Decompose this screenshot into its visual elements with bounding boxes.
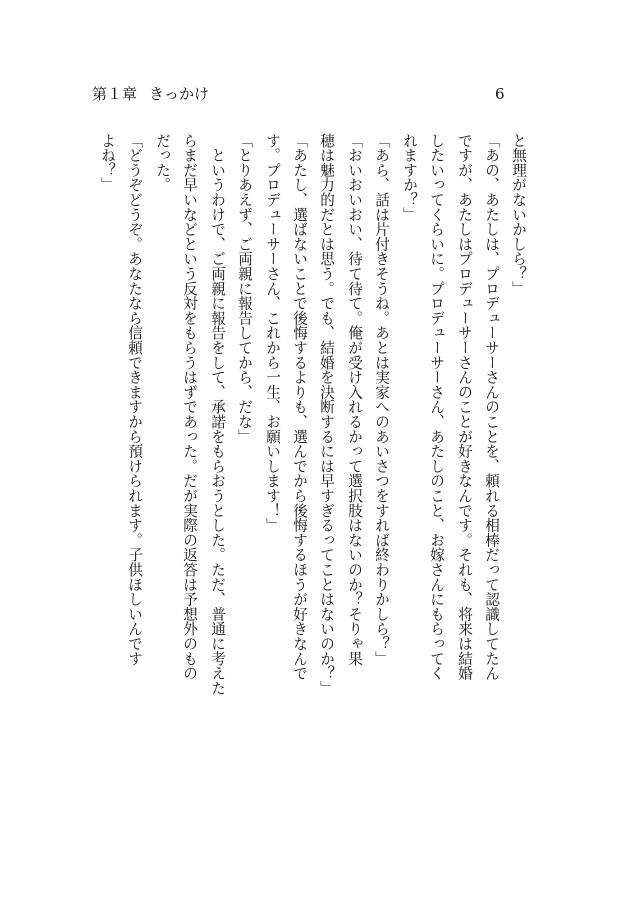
text-line: 「おいおいおい、待て待て。俺が受け入れるかって選択肢はないのか？そりゃ果 <box>346 133 363 666</box>
text-line: というわけで、ご両親に報告をして、承諾をもらおうとした。ただ、普通に考えた <box>209 133 226 696</box>
page-number: 6 <box>495 85 505 103</box>
vertical-body-text <box>93 133 532 813</box>
text-line: す。プロデューサーさん、これから一生、お願いします！」 <box>264 133 281 533</box>
chapter-title: きっかけ <box>149 85 210 103</box>
text-line: 「どうぞどうぞ。あなたなら信頼できますから預けられます。子供ほしいんです <box>126 133 143 666</box>
text-line: 穂は魅力的だとは思う。でも、結婚を決断するには早すぎるってことはないのか？」 <box>318 133 335 696</box>
text-line: れますか？」 <box>401 133 418 222</box>
text-line: したいってくらいに。プロデューサーさん、あたしのこと、お嫁さんにもらってく <box>428 133 445 681</box>
text-line: だった。 <box>154 133 171 193</box>
text-line: らまだ早いなどという反対をもらうはずであった。だが実際の返答は予想外のもの <box>181 133 198 681</box>
text-line: ですが、あたしはプロデューサーさんのことが好きなんです。それも、将来は結婚 <box>456 133 473 681</box>
running-header <box>92 84 209 104</box>
text-line: と無理がないかしら？」 <box>510 133 527 296</box>
text-line: 「あの、あたしは、プロデューサーさんのことを、頼れる相棒だって認識してたん <box>483 133 500 681</box>
text-line: 「あたし、選ばないことで後悔するよりも、選んでから後悔するほうが好きなんで <box>291 133 308 681</box>
text-line: 「とりあえず、ご両親に報告してから、だな」 <box>236 133 253 444</box>
chapter-label: 第１章 <box>92 85 138 103</box>
text-line: 「あら、話は片付きそうね。あとは実家へのあいさつをすれば終わりかしら？」 <box>373 133 390 666</box>
text-line: よね？」 <box>99 133 116 193</box>
